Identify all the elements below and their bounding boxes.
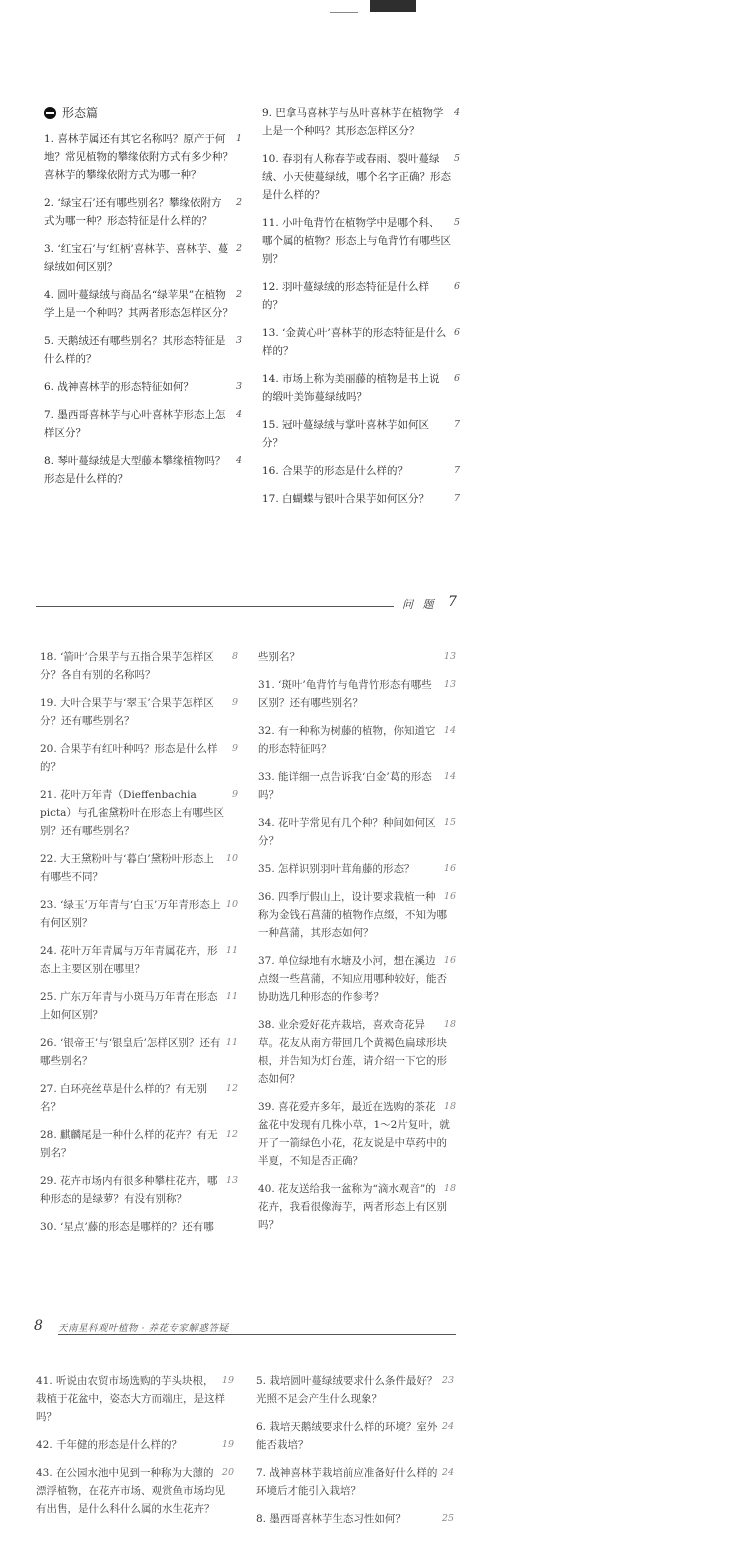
toc-page-number: 12 <box>225 1083 238 1094</box>
toc-entry <box>44 130 242 184</box>
toc-question-text: 17. 白蝴蝶与银叶合果芋如何区分？ <box>262 493 430 505</box>
toc-question-text: 24. 花叶万年青属与万年青属花卉，形态上主要区别在哪里？ <box>40 945 218 975</box>
toc-question-text: 4. 圆叶蔓绿绒与商品名“绿苹果”在植物学上是一个种吗？其两者形态怎样区分？ <box>44 289 233 319</box>
toc-entry <box>256 1510 454 1528</box>
toc-question-text: 43. 在公园水池中见到一种称为大薸的漂浮植物，在花卉市场、观赏鱼市场均见有出售，是什么科什么属的水生花卉？ <box>36 1467 225 1515</box>
toc-question-text: 15. 冠叶蔓绿绒与掌叶喜林芋如何区分？ <box>262 419 430 449</box>
toc-question-text: 18. ‘箭叶’合果芋与五指合果芋怎样区分？各自有别的名称吗？ <box>40 651 214 681</box>
toc-entry <box>256 1464 454 1500</box>
toc-question-text: 些别名？ <box>258 651 300 663</box>
toc-entry <box>40 1126 238 1162</box>
toc-entry <box>44 378 242 396</box>
header-fragment-right <box>370 0 416 12</box>
toc-question-text: 33. 能详细一点告诉我‘白金’葛的形态吗？ <box>258 771 432 801</box>
page-2-right-column <box>258 648 456 1244</box>
toc-entry <box>44 194 242 230</box>
toc-page-number: 9 <box>231 697 238 708</box>
toc-page-number: 3 <box>235 335 242 346</box>
toc-page-number: 1 <box>235 133 242 144</box>
header-fragment-left <box>330 0 358 13</box>
toc-question-text: 7. 战神喜林芋栽培前应准备好什么样的环境后才能引入栽培？ <box>256 1467 438 1497</box>
toc-question-text: 12. 羽叶蔓绿绒的形态特征是什么样的？ <box>262 281 430 311</box>
toc-entry <box>262 324 460 360</box>
toc-entry <box>44 286 242 322</box>
toc-page-number: 2 <box>235 197 242 208</box>
toc-page-number: 18 <box>443 1019 456 1030</box>
toc-entry <box>36 1372 234 1426</box>
toc-page-number: 4 <box>453 107 460 118</box>
toc-question-text: 40. 花友送给我一盆称为“滴水观音”的花卉，我看很像海芋，两者形态上有区别吗？ <box>258 1183 447 1231</box>
toc-page-number: 25 <box>441 1513 454 1524</box>
toc-question-text: 38. 业余爱好花卉栽培，喜欢奇花异草。花友从南方带回几个黄褐色扁球形块根，并告知为灯台莲，请介绍一下它的形态如何？ <box>258 1019 447 1085</box>
toc-question-text: 21. 花叶万年青（Dieffenbachia picta）与孔雀黛粉叶在形态上有哪些区别？还有哪些别名？ <box>40 789 224 837</box>
toc-entry <box>258 952 456 1006</box>
toc-page-number: 6 <box>453 281 460 292</box>
toc-page-number: 2 <box>235 243 242 254</box>
toc-entry <box>256 1418 454 1454</box>
page-3 <box>0 1366 750 1546</box>
toc-page-number: 9 <box>231 789 238 800</box>
toc-entry <box>40 648 238 684</box>
toc-entry <box>262 416 460 452</box>
toc-entry <box>44 240 242 276</box>
toc-page-number: 20 <box>221 1467 234 1478</box>
page-number: 7 <box>448 594 457 610</box>
toc-entry <box>40 896 238 932</box>
toc-page-number: 24 <box>441 1421 454 1432</box>
toc-page-number: 12 <box>225 1129 238 1140</box>
toc-question-text: 29. 花卉市场内有很多种攀柱花卉，哪种形态的是绿萝？有没有别称？ <box>40 1175 218 1205</box>
toc-page-number: 13 <box>443 651 456 662</box>
toc-page-number: 11 <box>225 1037 238 1048</box>
toc-page-number: 13 <box>225 1175 238 1186</box>
toc-page-number: 16 <box>443 891 456 902</box>
page-number: 8 <box>34 1318 43 1334</box>
toc-question-text: 10. 春羽有人称春芋或春雨、裂叶蔓绿绒、小天使蔓绿绒，哪个名字正确？形态是什么样的？ <box>262 153 451 201</box>
page-2-left-column <box>40 648 238 1246</box>
toc-entry <box>40 1080 238 1116</box>
toc-question-text: 11. 小叶龟背竹在植物学中是哪个科、哪个属的植物？形态上与龟背竹有哪些区别？ <box>262 217 451 265</box>
toc-page-number: 10 <box>225 853 238 864</box>
toc-entry <box>40 786 238 840</box>
page-2 <box>0 640 750 1260</box>
toc-question-text: 6. 栽培天鹅绒要求什么样的环境？室外能否栽培？ <box>256 1421 438 1451</box>
toc-page-number: 2 <box>235 289 242 300</box>
toc-entry <box>258 814 456 850</box>
toc-entry <box>40 1218 238 1236</box>
toc-page-number: 3 <box>235 381 242 392</box>
toc-question-text: 20. 合果芋有红叶种吗？形态是什么样的？ <box>40 743 218 773</box>
toc-question-text: 8. 琴叶蔓绿绒是大型藤本攀缘植物吗？形态是什么样的？ <box>44 455 226 485</box>
toc-page-number: 7 <box>453 419 460 430</box>
toc-question-text: 19. 大叶合果芋与‘翠玉’合果芋怎样区分？还有哪些别名？ <box>40 697 214 727</box>
toc-page-number: 24 <box>441 1467 454 1478</box>
toc-question-text: 13. ‘金黄心叶’喜林芋的形态特征是什么样的？ <box>262 327 447 357</box>
header-rule-page-2 <box>36 606 394 607</box>
toc-page-number: 16 <box>443 863 456 874</box>
toc-entry <box>258 888 456 942</box>
toc-entry <box>40 1172 238 1208</box>
toc-entry <box>258 676 456 712</box>
toc-entry <box>44 406 242 442</box>
toc-page-number: 9 <box>231 743 238 754</box>
toc-entry <box>36 1436 234 1454</box>
toc-entry <box>258 1098 456 1170</box>
section-heading <box>44 104 242 122</box>
toc-question-text: 3. ‘红宝石’与‘红柄’喜林芋、喜林芋、蔓绿绒如何区别？ <box>44 243 229 273</box>
toc-question-text: 16. 合果芋的形态是什么样的？ <box>262 465 409 477</box>
page-1-right-column <box>262 104 460 518</box>
toc-page-number: 16 <box>443 955 456 966</box>
toc-question-text: 5. 栽培圆叶蔓绿绒要求什么条件最好？光照不足会产生什么现象？ <box>256 1375 438 1405</box>
toc-question-text: 37. 单位绿地有水塘及小河，想在溪边点缀一些菖蒲，不知应用哪种较好，能否协助选几种形态的作参考？ <box>258 955 447 1003</box>
toc-question-text: 39. 喜花爱卉多年，最近在选购的茶花盆花中发现有几株小草，1～2片复叶，就开了一箭绿色小花，花友说是中草药中的半夏，不知是否正确？ <box>258 1101 450 1167</box>
toc-question-text: 23. ‘绿玉’万年青与‘白玉’万年青形态上有何区别？ <box>40 899 221 929</box>
toc-question-text: 25. 广东万年青与小斑马万年青在形态上如何区别？ <box>40 991 218 1021</box>
toc-entry <box>36 1464 234 1518</box>
toc-question-text: 28. 麒麟尾是一种什么样的花卉？有无别名？ <box>40 1129 218 1159</box>
toc-page-number: 5 <box>453 153 460 164</box>
toc-question-text: 7. 墨西哥喜林芋与心叶喜林芋形态上怎样区分？ <box>44 409 226 439</box>
toc-page-number: 11 <box>225 945 238 956</box>
toc-page-number: 19 <box>221 1375 234 1386</box>
toc-question-text: 41. 听说由农贸市场选购的芋头块根，栽植于花盆中，姿态大方而端庄，是这样吗？ <box>36 1375 225 1423</box>
toc-page-number: 13 <box>443 679 456 690</box>
section-title: 形态篇 <box>62 106 99 120</box>
toc-entry <box>258 722 456 758</box>
toc-entry <box>258 768 456 804</box>
toc-entry <box>258 1016 456 1088</box>
toc-question-text: 8. 墨西哥喜林芋生态习性如何？ <box>256 1513 406 1525</box>
toc-page-number: 10 <box>225 899 238 910</box>
toc-question-text: 9. 巴拿马喜林芋与丛叶喜林芋在植物学上是一个种吗？其形态怎样区分？ <box>262 107 444 137</box>
toc-entry <box>258 1180 456 1234</box>
toc-question-text: 26. ‘银帝王’与‘银皇后’怎样区别？还有哪些别名？ <box>40 1037 221 1067</box>
toc-page-number: 4 <box>235 455 242 466</box>
running-header-title: 问 题 <box>402 598 437 611</box>
toc-page-number: 18 <box>443 1183 456 1194</box>
toc-page-number: 7 <box>453 465 460 476</box>
toc-entry <box>44 452 242 488</box>
toc-page-number: 7 <box>453 493 460 504</box>
page-1-left-column <box>44 104 242 498</box>
toc-question-text: 30. ‘星点’藤的形态是哪样的？还有哪 <box>40 1221 214 1233</box>
toc-entry <box>40 740 238 776</box>
toc-question-text: 14. 市场上称为美丽藤的植物是书上说的缎叶美饰蔓绿绒吗？ <box>262 373 440 403</box>
toc-entry <box>262 490 460 508</box>
toc-question-text: 6. 战神喜林芋的形态特征如何？ <box>44 381 194 393</box>
toc-entry <box>40 988 238 1024</box>
toc-entry <box>262 462 460 480</box>
toc-page-number: 6 <box>453 327 460 338</box>
toc-page-number: 8 <box>231 651 238 662</box>
header-rule-page-3 <box>58 1334 456 1335</box>
toc-entry <box>262 214 460 268</box>
toc-entry <box>258 860 456 878</box>
toc-entry <box>40 942 238 978</box>
section-bullet-icon <box>44 107 56 119</box>
toc-page-number: 14 <box>443 771 456 782</box>
toc-question-text: 5. 天鹅绒还有哪些别名？其形态特征是什么样的？ <box>44 335 226 365</box>
toc-entry <box>262 278 460 314</box>
toc-entry <box>44 332 242 368</box>
toc-entry <box>262 370 460 406</box>
toc-page-number: 15 <box>443 817 456 828</box>
toc-page-number: 4 <box>235 409 242 420</box>
toc-question-text: 34. 花叶芋常见有几个种？种间如何区分？ <box>258 817 436 847</box>
toc-page-number: 6 <box>453 373 460 384</box>
toc-page-number: 11 <box>225 991 238 1002</box>
toc-question-text: 31. ‘斑叶’龟背竹与龟背竹形态有哪些区别？还有哪些别名？ <box>258 679 432 709</box>
toc-entry <box>262 104 460 140</box>
toc-question-text: 1. 喜林芋属还有其它名称吗？原产于何地？常见植物的攀缘依附方式有多少种？喜林芋的攀缘依附方式为哪一种？ <box>44 133 233 181</box>
toc-entry <box>256 1372 454 1408</box>
page-3-right-column <box>256 1372 454 1538</box>
toc-question-text: 36. 四季厅假山上，设计要求栽植一种称为金钱石菖蒲的植物作点缀，不知为哪一种菖蒲，其形态如何？ <box>258 891 447 939</box>
toc-question-text: 35. 怎样识别羽叶茸角藤的形态？ <box>258 863 415 875</box>
page-3-left-column <box>36 1372 234 1528</box>
toc-entry <box>40 694 238 730</box>
toc-entry <box>40 1034 238 1070</box>
toc-question-text: 32. 有一种称为树藤的植物，你知道它的形态特征吗？ <box>258 725 436 755</box>
toc-page-number: 18 <box>443 1101 456 1112</box>
toc-entry <box>258 648 456 666</box>
toc-page-number: 5 <box>453 217 460 228</box>
toc-question-text: 27. 白环亮丝草是什么样的？有无别名？ <box>40 1083 208 1113</box>
toc-entry <box>262 150 460 204</box>
page-1 <box>0 0 750 590</box>
toc-question-text: 22. 大王黛粉叶与‘暮白’黛粉叶形态上有哪些不同？ <box>40 853 214 883</box>
toc-question-text: 42. 千年健的形态是什么样的？ <box>36 1439 183 1451</box>
toc-page-number: 23 <box>441 1375 454 1386</box>
toc-page-number: 19 <box>221 1439 234 1450</box>
toc-entry <box>40 850 238 886</box>
running-header-title: 天南星科观叶植物 · 养花专家解惑答疑 <box>58 1323 229 1334</box>
toc-page-number: 14 <box>443 725 456 736</box>
toc-question-text: 2. ‘绿宝石’还有哪些别名？攀缘依附方式为哪一种？形态特征是什么样的？ <box>44 197 222 227</box>
